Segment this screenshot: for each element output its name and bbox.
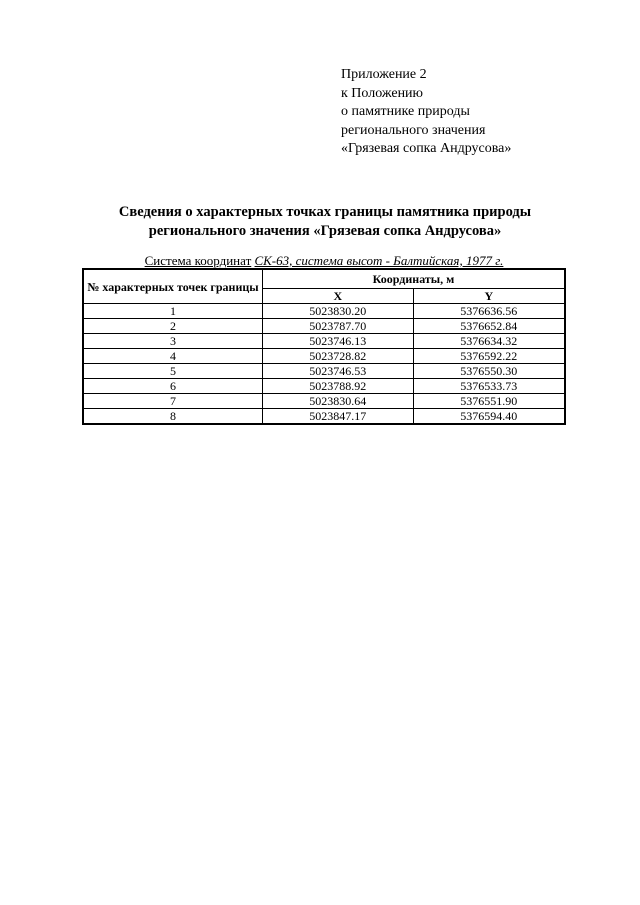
table-row (83, 364, 565, 379)
annex-line: к Положению (341, 85, 424, 101)
table-row (83, 319, 565, 334)
coordinate-x: 5023830.20 (263, 304, 414, 319)
coordinate-y: 5376652.84 (413, 319, 565, 334)
point-number: 3 (83, 334, 263, 349)
table-row (83, 334, 565, 349)
table-row (83, 379, 565, 394)
coordinate-system-caption (82, 253, 566, 269)
table-row (83, 409, 565, 425)
point-number: 7 (83, 394, 263, 409)
point-number: 4 (83, 349, 263, 364)
boundary-points-table (82, 268, 566, 425)
point-number: 8 (83, 409, 263, 425)
header-x: X (263, 289, 414, 304)
title-line-2: регионального значения «Грязевая сопка Андрусова» (148, 223, 502, 239)
annex-line: регионального значения (341, 122, 486, 138)
coordinate-y: 5376634.32 (413, 334, 565, 349)
header-point-number: № характерных точек границы (83, 269, 263, 304)
coordinate-x: 5023847.17 (263, 409, 414, 425)
coordinate-x: 5023830.64 (263, 394, 414, 409)
annex-line: Приложение 2 (341, 67, 427, 82)
point-number: 6 (83, 379, 263, 394)
annex-line: «Грязевая сопка Андрусова» (341, 141, 512, 156)
header-y: Y (413, 289, 565, 304)
annex-line: о памятнике природы (341, 104, 470, 119)
coordinate-x: 5023787.70 (263, 319, 414, 334)
table-row (83, 349, 565, 364)
title-line-1: Сведения о характерных точках границы памятника природы (118, 204, 532, 220)
coordinate-x: 5023746.53 (263, 364, 414, 379)
coordinate-x: 5023788.92 (263, 379, 414, 394)
point-number: 5 (83, 364, 263, 379)
header-coordinates: Координаты, м (263, 269, 566, 289)
coordinate-y: 5376592.22 (413, 349, 565, 364)
coordinate-x: 5023728.82 (263, 349, 414, 364)
document-title (80, 203, 570, 241)
table-row (83, 394, 565, 409)
point-number: 1 (83, 304, 263, 319)
coordinate-system-detail: СК-63, система высот - Балтийская, 1977 г. (254, 253, 504, 268)
annex-block (341, 66, 511, 159)
coordinate-y: 5376533.73 (413, 379, 565, 394)
table-row (83, 304, 565, 319)
coordinate-y: 5376594.40 (413, 409, 565, 425)
point-number: 2 (83, 319, 263, 334)
coordinate-y: 5376636.56 (413, 304, 565, 319)
coordinate-x: 5023746.13 (263, 334, 414, 349)
coordinate-system-prefix: Система координат (144, 253, 252, 268)
coordinate-y: 5376550.30 (413, 364, 565, 379)
coordinate-y: 5376551.90 (413, 394, 565, 409)
